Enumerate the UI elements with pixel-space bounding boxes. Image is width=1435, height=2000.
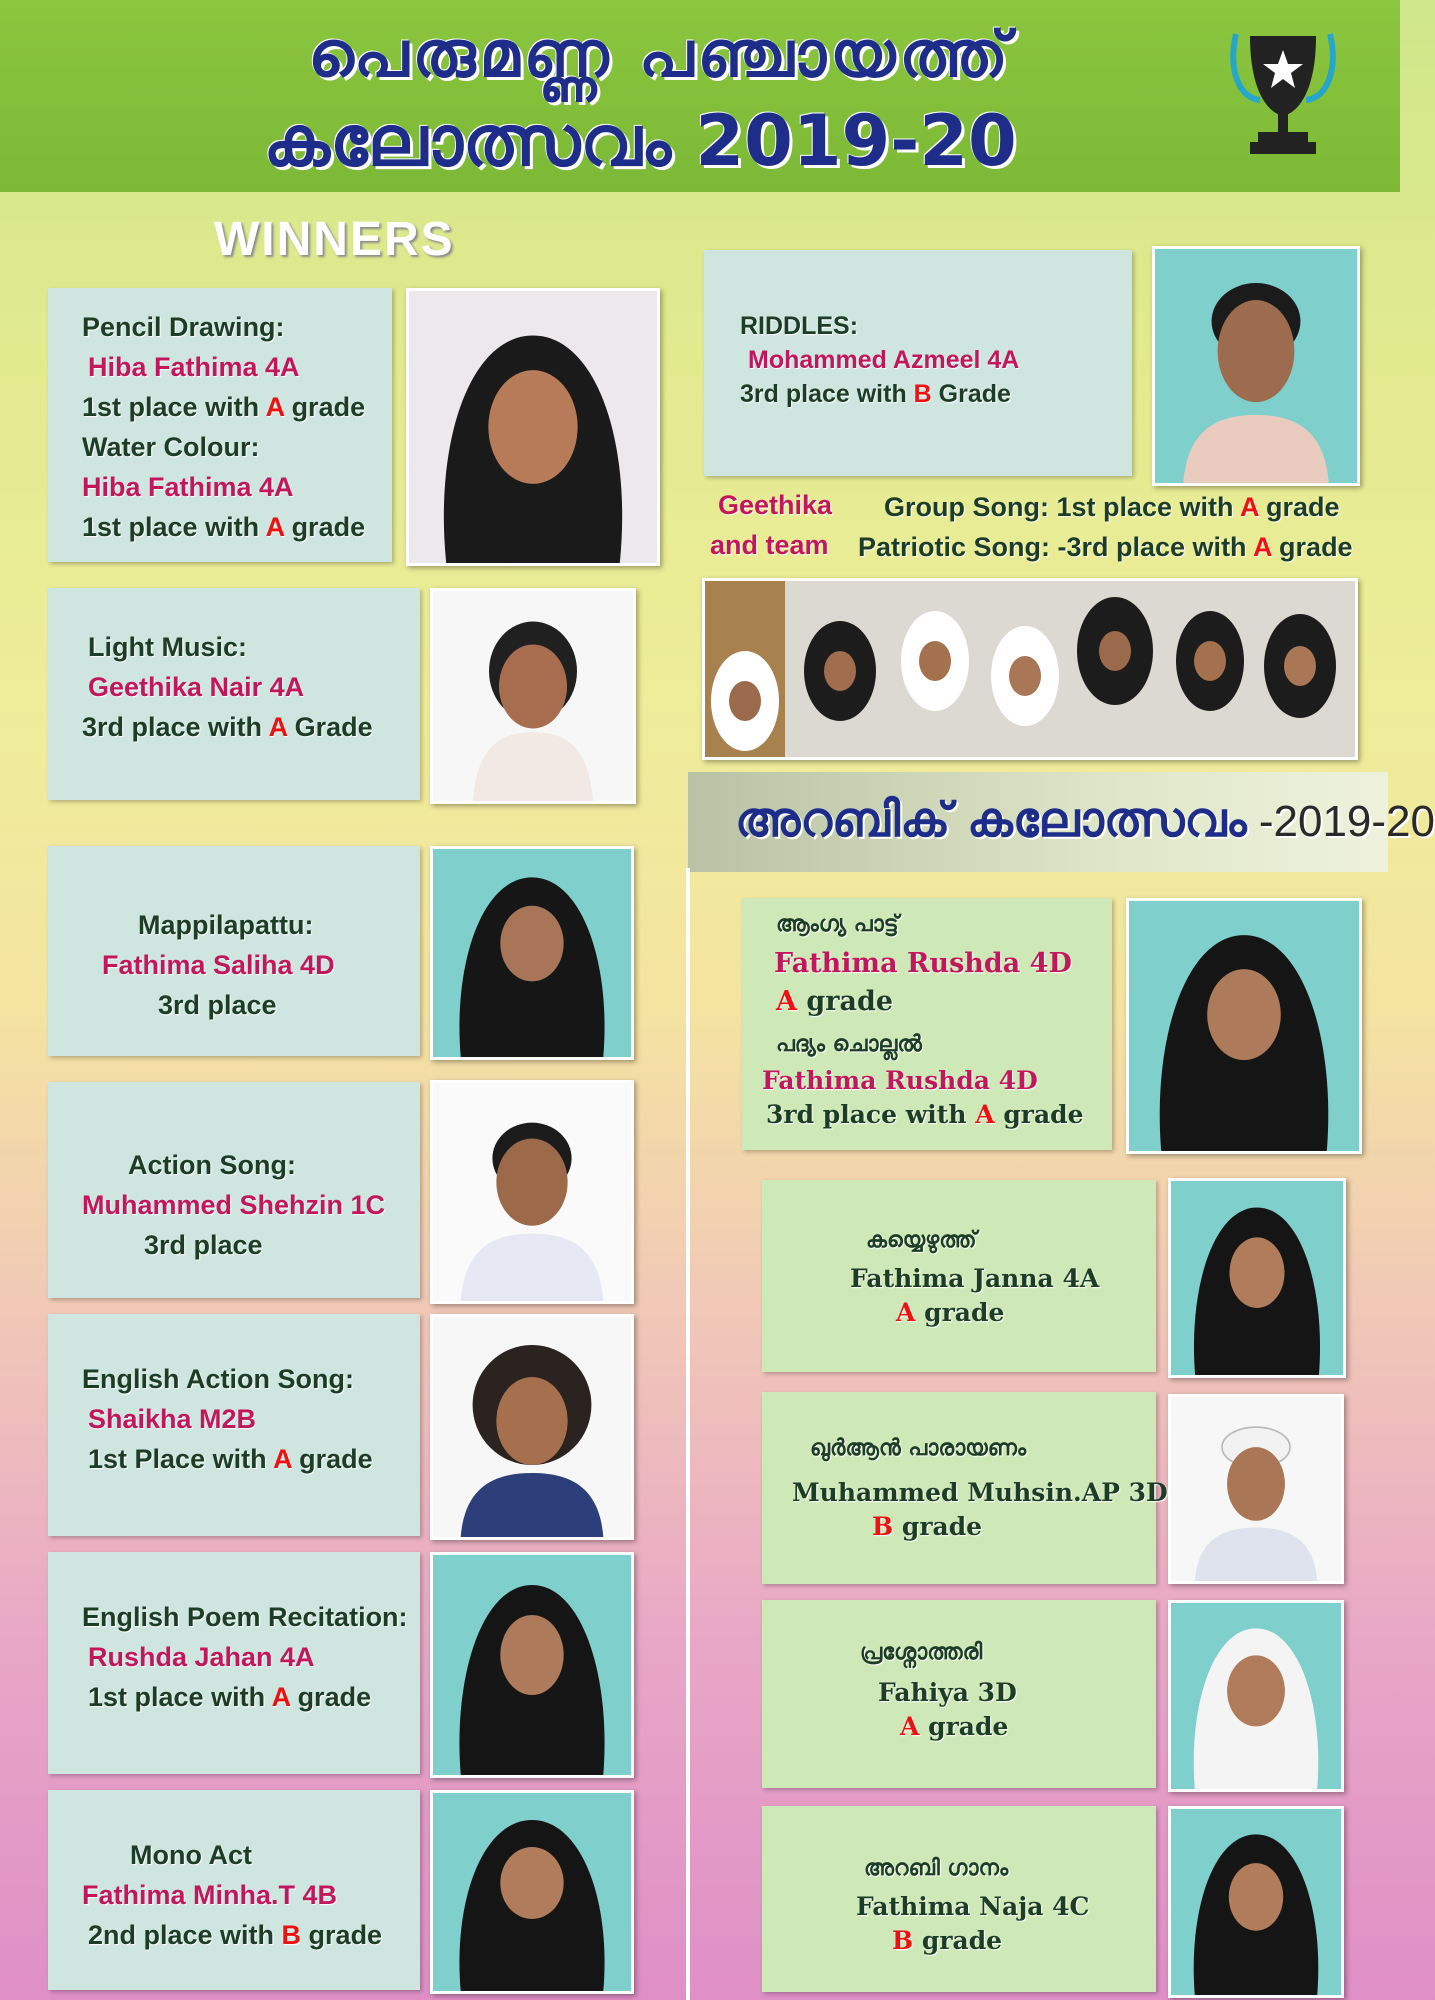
winner-name: Fathima Naja 4C (856, 1892, 1090, 1921)
winner-photo (1168, 1600, 1344, 1792)
category-label: പ്രശ്നോത്തരി (860, 1640, 983, 1665)
winner-photo (430, 1080, 634, 1304)
arabic-card-kayyezhuthu (762, 1180, 1156, 1372)
result-text: 3rd place with A grade (766, 1100, 1084, 1129)
winner-name: Hiba Fathima 4A (88, 352, 300, 382)
winner-card-english-action-song (48, 1314, 420, 1536)
group-name: Geethika (718, 490, 833, 520)
category-label: Mappilapattu: (138, 910, 314, 940)
winner-card-english-poem-recitation (48, 1552, 420, 1774)
category-label: Mono Act (130, 1840, 252, 1870)
result-text: 3rd place (158, 990, 277, 1020)
winner-photo (430, 1552, 634, 1778)
arabic-kalolsavam-title (735, 792, 1435, 849)
arabic-card-quran-parayanam (762, 1392, 1168, 1584)
arabic-card-angya-pattu (742, 898, 1112, 1150)
page-subtitle: കലോത്സവം 2019-20 (263, 100, 1017, 182)
result-text: A grade (896, 1298, 1005, 1327)
winner-photo (430, 846, 634, 1060)
category-label: ഖുർആൻ പാരായണം (810, 1436, 1027, 1461)
result-text: 3rd place with B Grade (740, 380, 1011, 408)
winner-photo (1152, 246, 1360, 486)
result-text: 1st place with A grade (82, 392, 366, 422)
category-label: കയ്യെഴുത്ത് (866, 1228, 977, 1253)
winner-photo (1168, 1178, 1346, 1378)
winner-name: Rushda Jahan 4A (88, 1642, 315, 1672)
category-label: Light Music: (88, 632, 247, 662)
winner-name: Mohammed Azmeel 4A (748, 346, 1020, 374)
result-text: B grade (872, 1512, 983, 1541)
winner-photo (1126, 898, 1362, 1154)
winner-card-riddles (704, 250, 1132, 476)
result-text: 1st place with A grade (82, 512, 366, 542)
winner-name: Fahiya 3D (878, 1678, 1017, 1707)
result-text: A grade (776, 986, 894, 1017)
winner-photo (406, 288, 660, 566)
arabic-title-year: -2019-20 (1246, 797, 1435, 846)
divider (686, 868, 690, 2000)
category-label: പദ്യം ചൊല്ലൽ (776, 1032, 922, 1057)
winner-photo (430, 1314, 634, 1540)
winner-name: Shaikha M2B (88, 1404, 257, 1434)
winner-name: Fathima Rushda 4D (762, 1066, 1038, 1095)
category-label: Pencil Drawing: (82, 312, 285, 342)
winner-card-mono-act (48, 1790, 420, 1990)
group-result: Group Song: 1st place with A grade (884, 492, 1340, 522)
winner-name: Fathima Minha.T 4B (82, 1880, 338, 1910)
result-text: 1st place with A grade (88, 1682, 372, 1712)
result-text: B grade (892, 1926, 1003, 1955)
winner-name: Hiba Fathima 4A (82, 472, 294, 502)
result-text: 1st Place with A grade (88, 1444, 373, 1474)
trophy-icon (1228, 28, 1338, 160)
winner-name: Geethika Nair 4A (88, 672, 305, 702)
winner-card-light-music (48, 588, 420, 800)
winner-name: Muhammed Shehzin 1C (82, 1190, 386, 1220)
arabic-title-text: അറബിക് കലോത്സവം (735, 792, 1247, 848)
category-label: English Action Song: (82, 1364, 354, 1394)
winner-photo (1168, 1806, 1344, 1998)
winner-name: Muhammed Muhsin.AP 3D (792, 1478, 1168, 1507)
group-name: and team (710, 530, 829, 560)
winner-card-mappilapattu (48, 846, 420, 1056)
winner-photo (1168, 1394, 1344, 1584)
group-result: Patriotic Song: -3rd place with A grade (858, 532, 1353, 562)
category-label: അറബി ഗാനം (864, 1856, 1009, 1881)
winner-card-pencil-drawing (48, 288, 392, 562)
winner-name: Fathima Saliha 4D (102, 950, 335, 980)
winner-photo (430, 588, 636, 804)
result-text: A grade (900, 1712, 1009, 1741)
winner-photo (430, 1790, 634, 1994)
result-text: 3rd place (144, 1230, 263, 1260)
category-label: Action Song: (128, 1150, 296, 1180)
category-label: RIDDLES: (740, 312, 859, 340)
winners-heading: WINNERS (214, 213, 455, 266)
winner-card-action-song (48, 1082, 420, 1298)
arabic-card-prashnothari (762, 1600, 1156, 1788)
page-title: പെരുമണ്ണ പഞ്ചായത്ത് (308, 18, 1012, 92)
winner-name: Fathima Janna 4A (850, 1264, 1100, 1293)
result-text: 2nd place with B grade (88, 1920, 383, 1950)
arabic-card-arabi-ganam (762, 1806, 1156, 1992)
category-label: Water Colour: (82, 432, 260, 462)
result-text: 3rd place with A Grade (82, 712, 373, 742)
category-label: ആംഗ്യ പാട്ട് (776, 912, 899, 937)
winner-name: Fathima Rushda 4D (774, 948, 1072, 979)
header-banner (0, 0, 1400, 192)
group-photo (702, 578, 1358, 760)
category-label: English Poem Recitation: (82, 1602, 408, 1632)
